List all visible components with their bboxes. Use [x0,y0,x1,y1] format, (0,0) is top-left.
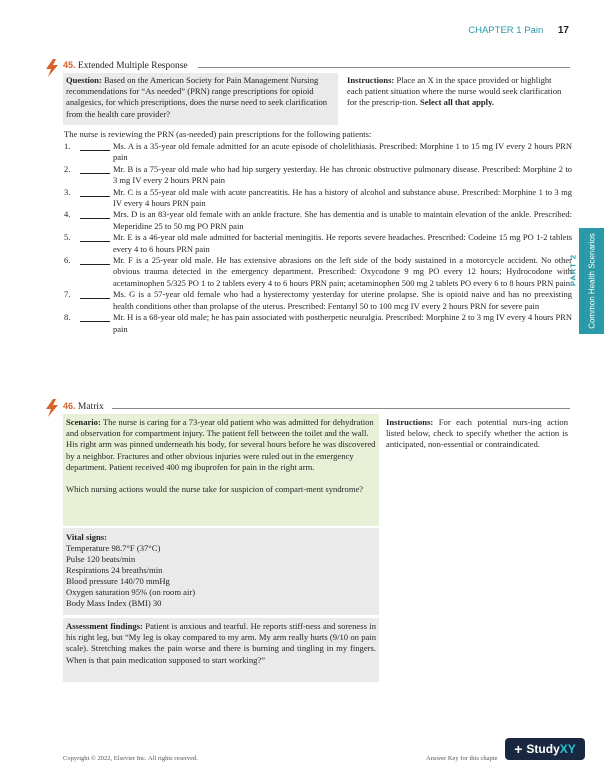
item-text: Mrs. D is an 83-year old female with an ankle fracture. She has dementia and is unable to maintain elevation of the ankle. Prescribed: Meperidine 25 to 50 mg PO PRN pain [113,209,572,231]
chapter-label: CHAPTER 1 [468,25,522,36]
question-45-box: Question: Based on the American Society for Pain Management Nursing recommendations for “As needed” (PRN) range prescriptions for opioid analgesics, for which prescriptions, does the nurse need to seek clarification from the health care provider? [63,73,338,125]
vital-sign: Respirations 24 breaths/min [66,565,163,575]
list-item [64,312,572,335]
question-45-items [64,141,572,335]
part-label: PART 2 [568,253,578,287]
answer-blank[interactable] [80,289,110,299]
answer-blank[interactable] [80,312,110,322]
list-item [64,141,572,164]
list-item [64,289,572,312]
list-item [64,187,572,210]
question-45-instructions: Instructions: Place an X in the space provided or highlight each patient situation where the nurse would seek clarification for the prescrip-tion. Select all that apply. [347,75,562,108]
answer-key-note: Answer Key for this chapte [426,755,498,762]
answer-blank[interactable] [80,255,110,265]
question-45-title: 45. Extended Multiple Response [63,60,188,71]
lightning-bolt-icon [44,399,60,417]
scenario-question: Which nursing actions would the nurse take for suspicion of compart-ment syndrome? [66,484,364,495]
section-side-tab-label: Common Health Scenarios [587,233,596,329]
answer-blank[interactable] [80,164,110,174]
vital-sign: Pulse 120 beats/min [66,554,136,564]
vital-signs-box [63,528,379,615]
item-text: Mr. E is a 46-year old male admitted for bacterial meningitis. He reports severe headaches. Prescribed: Codeine 15 mg PO 1-2 tablets every 4 to 6 hours PRN pain [113,232,572,254]
list-item [64,255,572,289]
vital-sign: Body Mass Index (BMI) 30 [66,598,162,608]
answer-blank[interactable] [80,187,110,197]
studyxy-badge[interactable]: + Study XY [505,738,585,760]
lightning-bolt-icon [44,59,60,77]
question-45-stem: The nurse is reviewing the PRN (as-needed) pain prescriptions for the following patients: [64,129,372,139]
assessment-findings-box: Assessment findings: Patient is anxious and tearful. He reports stiff-ness and soreness in his right leg, but “My leg is okay compared to my arm. My arm really hurts (9/10 on pain scale). Stretching makes the pain worse and there is burning and tingling in my fingers. When is that pain medication supposed to start working?” [63,618,379,682]
item-text: Ms. G is a 57-year old female who had a hysterectomy yesterday for uterine prolapse. She is opioid naive and has no preexisting health conditions other than prolapse of the uterus. Prescribed: Fentanyl 50 to 100 mcg IV every 2 hours PRN for severe pain [113,289,572,311]
answer-blank[interactable] [80,141,110,151]
item-number: 4. [64,209,71,220]
item-number: 6. [64,255,71,266]
item-text: Mr. B is a 75-year old male who had hip surgery yesterday. He has chronic obstructive pulmonary disease. Prescribed: Morphine 2 to 3 mg IV every 2 hours PRN pain [113,163,572,186]
page-number: 17 [557,25,569,36]
page-header [468,25,569,36]
section-side-tab [579,228,604,334]
list-item [64,232,572,255]
scenario-box: Scenario: The nurse is caring for a 73-year old patient who was admitted for dehydration and observation for compartment injury. The patient fell between the toilet and the wall. His right arm was pinned underneath his body, for several hours before he was discovered by a neighbor. Fractures and other obvious injuries were ruled out in the emergency department. Patient received 400 mg ibuprofen for pain in the right arm. Which nursing actions would the nurse take for suspicion of compart-ment syndrome? [63,414,379,526]
plus-icon: + [514,741,523,757]
question-46-instructions: Instructions: For each potential nurs-ing action listed below, check to specify whether the action is anticipated, non-essential or contraindicated. [386,417,568,450]
item-text: Mr. F is a 25-year old male. He has extensive abrasions on the left side of the body sustained in a motorcycle accident. No other obvious trauma detected in the emergency department. Prescribed: Oxycodone 9 mg PO every 12 hours; Hydrocodone with acetaminophen 5/325 PO 1 to 2 tablets every 4 to 6 hours PRN pain; acetaminophen 500 mg 2 tablets PO every 6 to 8 hours PRN pain [113,255,572,288]
copyright-notice: Copyright © 2022, Elsevier Inc. All rights reserved. [63,755,198,762]
chapter-title: Pain [524,25,544,36]
item-number: 1. [64,141,71,151]
vital-sign: Oxygen saturation 95% (on room air) [66,587,196,597]
item-number: 8. [64,312,71,323]
divider [198,67,570,68]
vital-sign: Blood pressure 140/70 mmHg [66,576,170,586]
list-item [64,209,572,232]
answer-blank[interactable] [80,232,110,242]
item-text: Mr. H is a 68-year old male; he has pain associated with postherpetic neuralgia. Prescribed: Morphine 2 to 3 mg IV every 4 hours PRN pain [113,312,572,334]
item-number: 2. [64,163,71,174]
item-number: 3. [64,186,71,197]
item-text: Ms. A is a 35-year old female admitted for an acute episode of cholelithiasis. Prescribed: Morphine 1 to 15 mg IV every 2 hours PRN pain [113,141,572,163]
vital-sign: Temperature 98.7°F (37°C) [66,543,161,553]
divider [112,408,570,409]
item-text: Mr. C is a 55-year old male with acute pancreatitis. He has a history of alcohol and substance abuse. Prescribed: Morphine 1 to 3 mg IV every 4 hours PRN pain [113,186,572,209]
question-46-title: 46. Matrix [63,401,104,412]
vital-signs-label: Vital signs: [66,532,107,542]
vital-signs-list [66,543,376,609]
answer-blank[interactable] [80,209,110,219]
list-item [64,164,572,187]
item-number: 5. [64,232,71,243]
item-number: 7. [64,289,71,300]
